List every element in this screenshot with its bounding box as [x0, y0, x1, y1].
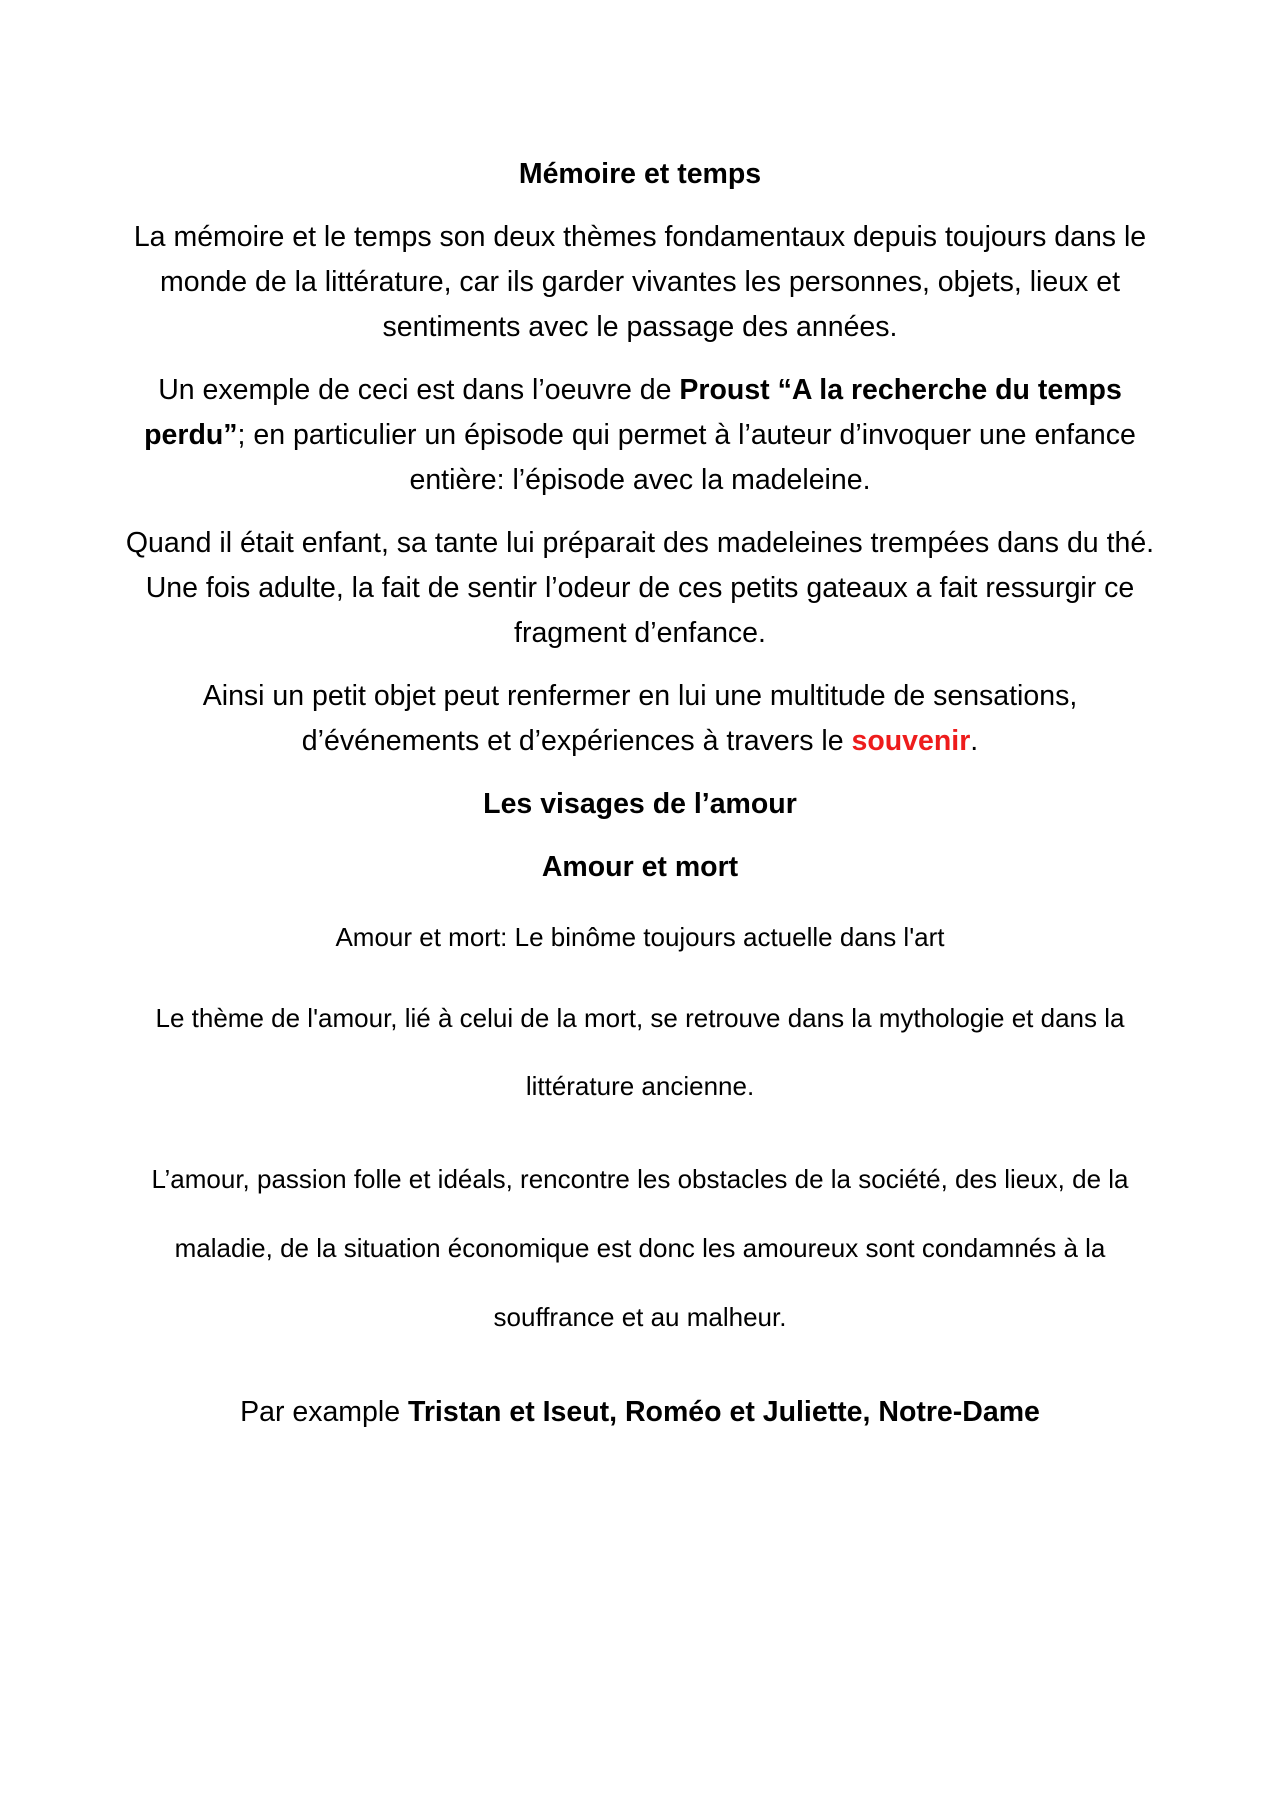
paragraph-proust-lead: Un exemple de ceci est dans l’oeuvre de — [158, 374, 680, 406]
section-title-visages: Les visages de l’amour — [483, 788, 797, 820]
souvenir-highlight: souvenir — [851, 725, 971, 757]
paragraph-memoire-intro: La mémoire et le temps son deux thèmes fondamentaux depuis toujours dans le monde de la littérature, car ils garder vivantes les personnes, objets, lieux et sentiments avec le passage des années. — [133, 221, 1147, 343]
paragraph-proust-tail: ; en particulier un épisode qui permet à l’auteur d’invoquer une enfance entière: l’épisode avec la madeleine. — [237, 419, 1136, 496]
paragraph-madeleine: Quand il était enfant, sa tante lui préparait des madeleines trempées dans du thé. Une fois adulte, la fait de sentir l’odeur de ces petits gateaux a fait ressurgir ce fragment d’enfance. — [125, 527, 1155, 649]
paragraph-souvenir-tail: . — [970, 725, 979, 757]
paragraph-binome: Amour et mort: Le binôme toujours actuelle dans l'art — [335, 922, 945, 952]
examples-list: Tristan et Iseut, Roméo et Juliette, Notre-Dame — [408, 1396, 1040, 1428]
paragraph-proust — [120, 368, 1160, 503]
paragraph-obstacles: L’amour, passion folle et idéals, rencontre les obstacles de la société, des lieux, de la maladie, de la situation économique est donc les amoureux sont condamnés à la souffrance et au malheur. — [151, 1164, 1129, 1332]
paragraph-examples-lead: Par example — [240, 1396, 408, 1428]
proust-work-title: Proust “A la recherche du temps perdu” — [144, 374, 1122, 451]
paragraph-souvenir — [120, 674, 1160, 764]
paragraph-mythologie: Le thème de l'amour, lié à celui de la mort, se retrouve dans la mythologie et dans la littérature ancienne. — [155, 1003, 1125, 1101]
document-page — [120, 152, 1160, 1435]
paragraph-souvenir-lead: Ainsi un petit objet peut renfermer en lui une multitude de sensations, d’événements et d’expériences à travers le — [202, 680, 1078, 757]
section-title-memoire: Mémoire et temps — [518, 158, 762, 190]
paragraph-examples — [120, 1390, 1160, 1435]
section-subtitle-amour-mort: Amour et mort — [541, 851, 739, 883]
